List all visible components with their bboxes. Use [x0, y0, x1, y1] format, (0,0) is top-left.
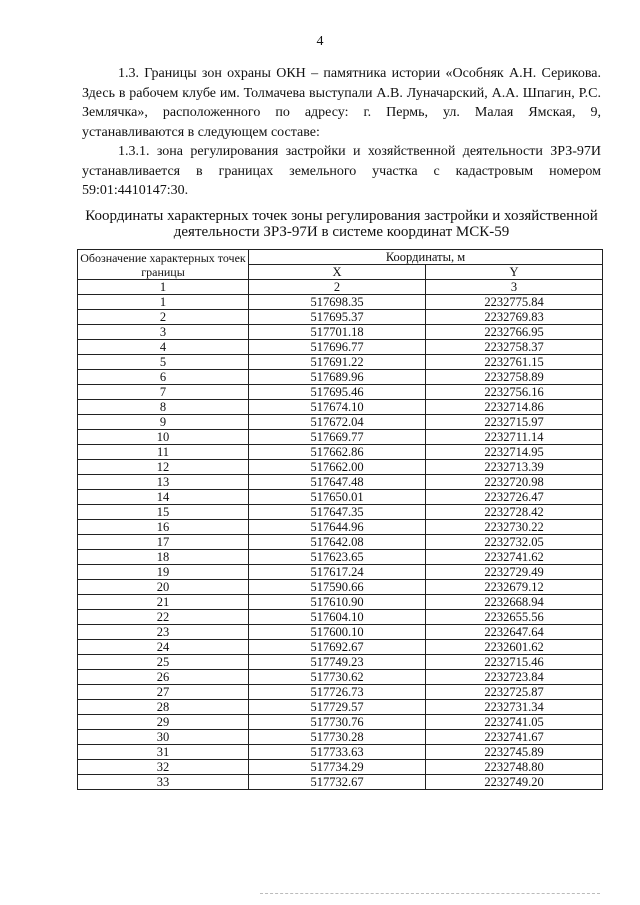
x-coordinate-cell: 517617.24: [249, 565, 426, 580]
header-coordinates: Координаты, м: [249, 250, 603, 265]
x-coordinate-cell: 517600.10: [249, 625, 426, 640]
y-coordinate-cell: 2232729.49: [426, 565, 603, 580]
x-coordinate-cell: 517701.18: [249, 325, 426, 340]
point-number-cell: 29: [78, 715, 249, 730]
table-row: [78, 385, 603, 400]
table-header: [78, 250, 603, 280]
y-coordinate-cell: 2232714.95: [426, 445, 603, 460]
y-coordinate-cell: 2232601.62: [426, 640, 603, 655]
x-coordinate-cell: 517647.35: [249, 505, 426, 520]
y-coordinate-cell: 2232731.34: [426, 700, 603, 715]
x-coordinate-cell: 517729.57: [249, 700, 426, 715]
point-number-cell: 16: [78, 520, 249, 535]
table-row: [78, 715, 603, 730]
y-coordinate-cell: 2232775.84: [426, 295, 603, 310]
y-coordinate-cell: 2232715.46: [426, 655, 603, 670]
x-coordinate-cell: 517642.08: [249, 535, 426, 550]
table-row: [78, 295, 603, 310]
table-row: [78, 445, 603, 460]
x-coordinate-cell: 517695.37: [249, 310, 426, 325]
x-coordinate-cell: 517672.04: [249, 415, 426, 430]
table-row: [78, 655, 603, 670]
x-coordinate-cell: 517730.76: [249, 715, 426, 730]
y-coordinate-cell: 2232766.95: [426, 325, 603, 340]
numbering-row: [78, 280, 603, 295]
x-coordinate-cell: 517698.35: [249, 295, 426, 310]
table-row: [78, 400, 603, 415]
point-number-cell: 28: [78, 700, 249, 715]
table-row: [78, 475, 603, 490]
y-coordinate-cell: 2232741.05: [426, 715, 603, 730]
y-coordinate-cell: 2232720.98: [426, 475, 603, 490]
table-row: [78, 550, 603, 565]
table-row: [78, 325, 603, 340]
table-row: [78, 430, 603, 445]
y-coordinate-cell: 2232725.87: [426, 685, 603, 700]
x-coordinate-cell: 517604.10: [249, 610, 426, 625]
table-row: [78, 460, 603, 475]
point-number-cell: 27: [78, 685, 249, 700]
numbering-cell: 1: [78, 280, 249, 295]
y-coordinate-cell: 2232745.89: [426, 745, 603, 760]
header-x: X: [249, 265, 426, 280]
y-coordinate-cell: 2232728.42: [426, 505, 603, 520]
header-points: Обозначение характерных точек границы: [78, 250, 249, 280]
table-row: [78, 415, 603, 430]
point-number-cell: 31: [78, 745, 249, 760]
y-coordinate-cell: 2232748.80: [426, 760, 603, 775]
x-coordinate-cell: 517669.77: [249, 430, 426, 445]
page-bottom-rule: [260, 893, 600, 895]
table-title: Координаты характерных точек зоны регулирования застройки и хозяйственной деятельности ЗРЗ-97И в системе координат МСК-59: [85, 208, 598, 240]
table-row: [78, 625, 603, 640]
x-coordinate-cell: 517610.90: [249, 595, 426, 610]
y-coordinate-cell: 2232723.84: [426, 670, 603, 685]
point-number-cell: 26: [78, 670, 249, 685]
x-coordinate-cell: 517590.66: [249, 580, 426, 595]
x-coordinate-cell: 517726.73: [249, 685, 426, 700]
x-coordinate-cell: 517730.62: [249, 670, 426, 685]
point-number-cell: 8: [78, 400, 249, 415]
point-number-cell: 22: [78, 610, 249, 625]
y-coordinate-cell: 2232679.12: [426, 580, 603, 595]
y-coordinate-cell: 2232715.97: [426, 415, 603, 430]
x-coordinate-cell: 517674.10: [249, 400, 426, 415]
table-row: [78, 565, 603, 580]
point-number-cell: 10: [78, 430, 249, 445]
table-row: [78, 520, 603, 535]
y-coordinate-cell: 2232749.20: [426, 775, 603, 790]
x-coordinate-cell: 517732.67: [249, 775, 426, 790]
point-number-cell: 30: [78, 730, 249, 745]
x-coordinate-cell: 517647.48: [249, 475, 426, 490]
y-coordinate-cell: 2232726.47: [426, 490, 603, 505]
x-coordinate-cell: 517623.65: [249, 550, 426, 565]
table-row: [78, 310, 603, 325]
point-number-cell: 2: [78, 310, 249, 325]
y-coordinate-cell: 2232732.05: [426, 535, 603, 550]
table-row: [78, 730, 603, 745]
x-coordinate-cell: 517734.29: [249, 760, 426, 775]
point-number-cell: 18: [78, 550, 249, 565]
y-coordinate-cell: 2232758.89: [426, 370, 603, 385]
table-row: [78, 580, 603, 595]
point-number-cell: 13: [78, 475, 249, 490]
point-number-cell: 11: [78, 445, 249, 460]
page-number: 4: [316, 34, 324, 49]
point-number-cell: 4: [78, 340, 249, 355]
table-row: [78, 700, 603, 715]
table-row: [78, 355, 603, 370]
y-coordinate-cell: 2232647.64: [426, 625, 603, 640]
table-row: [78, 595, 603, 610]
y-coordinate-cell: 2232711.14: [426, 430, 603, 445]
table-body: [78, 280, 603, 790]
table-row: [78, 745, 603, 760]
table-row: [78, 610, 603, 625]
x-coordinate-cell: 517662.00: [249, 460, 426, 475]
table-row: [78, 775, 603, 790]
point-number-cell: 7: [78, 385, 249, 400]
x-coordinate-cell: 517644.96: [249, 520, 426, 535]
y-coordinate-cell: 2232655.56: [426, 610, 603, 625]
header-y: Y: [426, 265, 603, 280]
y-coordinate-cell: 2232741.67: [426, 730, 603, 745]
y-coordinate-cell: 2232761.15: [426, 355, 603, 370]
point-number-cell: 24: [78, 640, 249, 655]
point-number-cell: 3: [78, 325, 249, 340]
x-coordinate-cell: 517691.22: [249, 355, 426, 370]
paragraph-1-3: 1.3. Границы зон охраны ОКН – памятника истории «Особняк А.Н. Серикова. Здесь в рабочем клубе им. Толмачева выступали А.В. Луначарский, А.А. Шпагин, Р.С. Землячка», расположенного по адресу: г. Пермь, ул. Малая Ямская, 9, устанавливаются в следующем составе:: [82, 66, 601, 140]
point-number-cell: 6: [78, 370, 249, 385]
point-number-cell: 1: [78, 295, 249, 310]
table-row: [78, 640, 603, 655]
point-number-cell: 19: [78, 565, 249, 580]
paragraph-1-3-1: 1.3.1. зона регулирования застройки и хозяйственной деятельности ЗРЗ-97И устанавливается в границах земельного участка с кадастровым номером 59:01:4410147:30.: [82, 144, 601, 198]
point-number-cell: 32: [78, 760, 249, 775]
point-number-cell: 21: [78, 595, 249, 610]
point-number-cell: 15: [78, 505, 249, 520]
y-coordinate-cell: 2232756.16: [426, 385, 603, 400]
numbering-cell: 3: [426, 280, 603, 295]
point-number-cell: 20: [78, 580, 249, 595]
y-coordinate-cell: 2232741.62: [426, 550, 603, 565]
table-row: [78, 490, 603, 505]
table-row: [78, 535, 603, 550]
point-number-cell: 25: [78, 655, 249, 670]
x-coordinate-cell: 517749.23: [249, 655, 426, 670]
numbering-cell: 2: [249, 280, 426, 295]
point-number-cell: 12: [78, 460, 249, 475]
x-coordinate-cell: 517650.01: [249, 490, 426, 505]
coordinates-table: [77, 249, 603, 790]
x-coordinate-cell: 517662.86: [249, 445, 426, 460]
table-row: [78, 505, 603, 520]
x-coordinate-cell: 517695.46: [249, 385, 426, 400]
point-number-cell: 23: [78, 625, 249, 640]
y-coordinate-cell: 2232668.94: [426, 595, 603, 610]
y-coordinate-cell: 2232769.83: [426, 310, 603, 325]
point-number-cell: 17: [78, 535, 249, 550]
table-row: [78, 670, 603, 685]
table-row: [78, 760, 603, 775]
x-coordinate-cell: 517689.96: [249, 370, 426, 385]
table-row: [78, 685, 603, 700]
point-number-cell: 14: [78, 490, 249, 505]
y-coordinate-cell: 2232730.22: [426, 520, 603, 535]
table-row: [78, 370, 603, 385]
x-coordinate-cell: 517730.28: [249, 730, 426, 745]
x-coordinate-cell: 517696.77: [249, 340, 426, 355]
y-coordinate-cell: 2232713.39: [426, 460, 603, 475]
point-number-cell: 9: [78, 415, 249, 430]
y-coordinate-cell: 2232714.86: [426, 400, 603, 415]
point-number-cell: 33: [78, 775, 249, 790]
point-number-cell: 5: [78, 355, 249, 370]
x-coordinate-cell: 517692.67: [249, 640, 426, 655]
x-coordinate-cell: 517733.63: [249, 745, 426, 760]
table-row: [78, 340, 603, 355]
y-coordinate-cell: 2232758.37: [426, 340, 603, 355]
